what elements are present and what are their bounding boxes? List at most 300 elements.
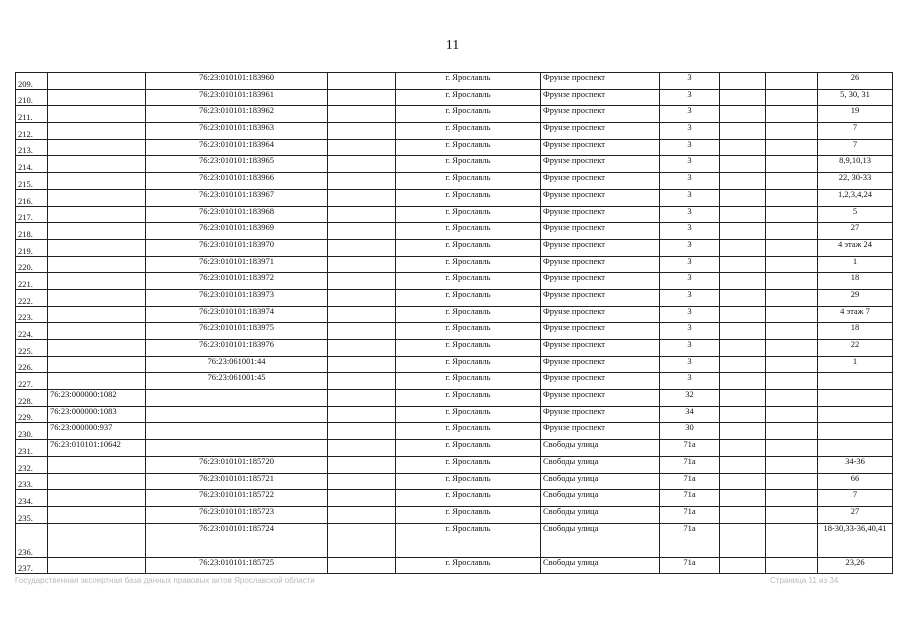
house-cell: 3 xyxy=(660,356,720,373)
house-cell: 3 xyxy=(660,289,720,306)
street-cell: Фрунзе проспект xyxy=(541,223,660,240)
parcel-number-cell xyxy=(48,273,146,290)
city-cell: г. Ярославль xyxy=(396,473,541,490)
row-number-cell: 218. xyxy=(16,223,48,240)
table-row xyxy=(16,423,893,440)
blank-cell xyxy=(720,473,766,490)
table-row xyxy=(16,189,893,206)
blank-cell xyxy=(766,273,818,290)
city-cell: г. Ярославль xyxy=(396,189,541,206)
house-cell: 3 xyxy=(660,173,720,190)
street-cell: Свободы улица xyxy=(541,523,660,557)
table-row xyxy=(16,323,893,340)
premises-cell: 7 xyxy=(818,139,893,156)
premises-cell: 1 xyxy=(818,356,893,373)
premises-cell: 4 этаж 24 xyxy=(818,239,893,256)
cadastral-number-cell: 76:23:010101:183970 xyxy=(146,239,328,256)
street-cell: Свободы улица xyxy=(541,456,660,473)
row-number-cell: 235. xyxy=(16,506,48,523)
house-cell: 3 xyxy=(660,206,720,223)
house-cell: 3 xyxy=(660,239,720,256)
blank-cell xyxy=(720,490,766,507)
cadastral-number-cell: 76:23:010101:185725 xyxy=(146,557,328,574)
city-cell: г. Ярославль xyxy=(396,89,541,106)
blank-cell xyxy=(766,123,818,140)
street-cell: Фрунзе проспект xyxy=(541,406,660,423)
row-number-cell: 221. xyxy=(16,273,48,290)
table-row xyxy=(16,506,893,523)
cadastral-number-cell: 76:23:010101:183960 xyxy=(146,73,328,90)
parcel-number-cell xyxy=(48,456,146,473)
blank-cell xyxy=(720,189,766,206)
premises-cell: 23,26 xyxy=(818,557,893,574)
table-row xyxy=(16,106,893,123)
blank-cell xyxy=(720,239,766,256)
objects-table xyxy=(15,72,893,574)
blank-cell xyxy=(720,273,766,290)
blank-cell xyxy=(766,73,818,90)
street-cell: Свободы улица xyxy=(541,557,660,574)
house-cell: 71а xyxy=(660,473,720,490)
blank-cell xyxy=(328,323,396,340)
premises-cell xyxy=(818,373,893,390)
street-cell: Фрунзе проспект xyxy=(541,89,660,106)
street-cell: Фрунзе проспект xyxy=(541,206,660,223)
blank-cell xyxy=(328,440,396,457)
house-cell: 3 xyxy=(660,156,720,173)
street-cell: Фрунзе проспект xyxy=(541,356,660,373)
blank-cell xyxy=(766,440,818,457)
cadastral-number-cell: 76:23:010101:185720 xyxy=(146,456,328,473)
blank-cell xyxy=(720,390,766,407)
row-number-cell: 231. xyxy=(16,440,48,457)
table-row xyxy=(16,306,893,323)
blank-cell xyxy=(328,89,396,106)
blank-cell xyxy=(720,206,766,223)
cadastral-number-cell: 76:23:010101:183964 xyxy=(146,139,328,156)
premises-cell: 29 xyxy=(818,289,893,306)
table-row xyxy=(16,557,893,574)
blank-cell xyxy=(328,340,396,357)
cadastral-number-cell: 76:23:010101:185722 xyxy=(146,490,328,507)
blank-cell xyxy=(328,139,396,156)
blank-cell xyxy=(720,557,766,574)
city-cell: г. Ярославль xyxy=(396,323,541,340)
blank-cell xyxy=(720,523,766,557)
table-row xyxy=(16,223,893,240)
blank-cell xyxy=(766,340,818,357)
street-cell: Свободы улица xyxy=(541,506,660,523)
row-number-cell: 229. xyxy=(16,406,48,423)
blank-cell xyxy=(766,106,818,123)
blank-cell xyxy=(766,189,818,206)
blank-cell xyxy=(328,423,396,440)
blank-cell xyxy=(328,273,396,290)
blank-cell xyxy=(720,89,766,106)
street-cell: Фрунзе проспект xyxy=(541,73,660,90)
premises-cell: 7 xyxy=(818,123,893,140)
blank-cell xyxy=(766,223,818,240)
city-cell: г. Ярославль xyxy=(396,73,541,90)
city-cell: г. Ярославль xyxy=(396,273,541,290)
table-row xyxy=(16,406,893,423)
blank-cell xyxy=(328,156,396,173)
parcel-number-cell xyxy=(48,356,146,373)
city-cell: г. Ярославль xyxy=(396,173,541,190)
cadastral-number-cell: 76:23:010101:183962 xyxy=(146,106,328,123)
row-number-cell: 225. xyxy=(16,340,48,357)
premises-cell: 18 xyxy=(818,273,893,290)
blank-cell xyxy=(766,323,818,340)
parcel-number-cell xyxy=(48,289,146,306)
blank-cell xyxy=(720,373,766,390)
cadastral-number-cell: 76:23:010101:183976 xyxy=(146,340,328,357)
table-row xyxy=(16,173,893,190)
blank-cell xyxy=(720,440,766,457)
parcel-number-cell xyxy=(48,256,146,273)
premises-cell: 18-30,33-36,40,41 xyxy=(818,523,893,557)
street-cell: Фрунзе проспект xyxy=(541,106,660,123)
table-row xyxy=(16,390,893,407)
city-cell: г. Ярославль xyxy=(396,256,541,273)
blank-cell xyxy=(328,356,396,373)
cadastral-number-cell: 76:23:010101:185724 xyxy=(146,523,328,557)
premises-cell xyxy=(818,390,893,407)
cadastral-number-cell xyxy=(146,390,328,407)
cadastral-number-cell: 76:23:010101:185723 xyxy=(146,506,328,523)
blank-cell xyxy=(766,256,818,273)
house-cell: 3 xyxy=(660,273,720,290)
cadastral-number-cell: 76:23:061001:44 xyxy=(146,356,328,373)
row-number-cell: 224. xyxy=(16,323,48,340)
blank-cell xyxy=(328,256,396,273)
city-cell: г. Ярославль xyxy=(396,223,541,240)
parcel-number-cell xyxy=(48,223,146,240)
street-cell: Фрунзе проспект xyxy=(541,156,660,173)
street-cell: Фрунзе проспект xyxy=(541,323,660,340)
city-cell: г. Ярославль xyxy=(396,356,541,373)
blank-cell xyxy=(720,506,766,523)
blank-cell xyxy=(328,490,396,507)
blank-cell xyxy=(328,189,396,206)
house-cell: 3 xyxy=(660,223,720,240)
parcel-number-cell xyxy=(48,506,146,523)
street-cell: Фрунзе проспект xyxy=(541,306,660,323)
house-cell: 71а xyxy=(660,456,720,473)
parcel-number-cell xyxy=(48,557,146,574)
blank-cell xyxy=(720,139,766,156)
blank-cell xyxy=(720,356,766,373)
house-cell: 32 xyxy=(660,390,720,407)
house-cell: 71а xyxy=(660,506,720,523)
city-cell: г. Ярославль xyxy=(396,523,541,557)
premises-cell: 26 xyxy=(818,73,893,90)
parcel-number-cell xyxy=(48,139,146,156)
parcel-number-cell xyxy=(48,123,146,140)
cadastral-number-cell: 76:23:010101:183971 xyxy=(146,256,328,273)
parcel-number-cell xyxy=(48,306,146,323)
blank-cell xyxy=(328,373,396,390)
parcel-number-cell: 76:23:000000:1082 xyxy=(48,390,146,407)
blank-cell xyxy=(328,390,396,407)
house-cell: 3 xyxy=(660,340,720,357)
blank-cell xyxy=(328,123,396,140)
parcel-number-cell xyxy=(48,490,146,507)
premises-cell: 1,2,3,4,24 xyxy=(818,189,893,206)
page-number: 11 xyxy=(445,38,460,53)
table-row xyxy=(16,239,893,256)
parcel-number-cell: 76:23:010101:10642 xyxy=(48,440,146,457)
row-number-cell: 212. xyxy=(16,123,48,140)
blank-cell xyxy=(328,557,396,574)
blank-cell xyxy=(328,73,396,90)
table-row xyxy=(16,473,893,490)
blank-cell xyxy=(766,523,818,557)
blank-cell xyxy=(720,306,766,323)
blank-cell xyxy=(328,289,396,306)
house-cell: 71а xyxy=(660,557,720,574)
row-number-cell: 236. xyxy=(16,523,48,557)
city-cell: г. Ярославль xyxy=(396,506,541,523)
table-row xyxy=(16,89,893,106)
blank-cell xyxy=(328,473,396,490)
street-cell: Фрунзе проспект xyxy=(541,273,660,290)
table-row xyxy=(16,440,893,457)
premises-cell xyxy=(818,406,893,423)
street-cell: Фрунзе проспект xyxy=(541,390,660,407)
street-cell: Фрунзе проспект xyxy=(541,373,660,390)
cadastral-number-cell xyxy=(146,440,328,457)
table-row xyxy=(16,206,893,223)
blank-cell xyxy=(720,340,766,357)
blank-cell xyxy=(766,390,818,407)
blank-cell xyxy=(328,406,396,423)
table-row xyxy=(16,456,893,473)
table-body xyxy=(16,73,893,574)
premises-cell: 27 xyxy=(818,506,893,523)
blank-cell xyxy=(720,106,766,123)
row-number-cell: 233. xyxy=(16,473,48,490)
row-number-cell: 209. xyxy=(16,73,48,90)
cadastral-number-cell xyxy=(146,423,328,440)
row-number-cell: 234. xyxy=(16,490,48,507)
street-cell: Свободы улица xyxy=(541,473,660,490)
row-number-cell: 232. xyxy=(16,456,48,473)
parcel-number-cell: 76:23:000000:1083 xyxy=(48,406,146,423)
blank-cell xyxy=(328,173,396,190)
table-row xyxy=(16,289,893,306)
house-cell: 3 xyxy=(660,256,720,273)
house-cell: 3 xyxy=(660,106,720,123)
city-cell: г. Ярославль xyxy=(396,206,541,223)
row-number-cell: 220. xyxy=(16,256,48,273)
parcel-number-cell xyxy=(48,173,146,190)
blank-cell xyxy=(328,106,396,123)
premises-cell: 22, 30-33 xyxy=(818,173,893,190)
cadastral-number-cell: 76:23:010101:183974 xyxy=(146,306,328,323)
city-cell: г. Ярославль xyxy=(396,406,541,423)
street-cell: Фрунзе проспект xyxy=(541,423,660,440)
parcel-number-cell xyxy=(48,89,146,106)
parcel-number-cell xyxy=(48,73,146,90)
house-cell: 30 xyxy=(660,423,720,440)
city-cell: г. Ярославль xyxy=(396,289,541,306)
blank-cell xyxy=(766,423,818,440)
street-cell: Фрунзе проспект xyxy=(541,139,660,156)
blank-cell xyxy=(766,456,818,473)
premises-cell: 22 xyxy=(818,340,893,357)
blank-cell xyxy=(720,156,766,173)
row-number-cell: 237. xyxy=(16,557,48,574)
premises-cell: 66 xyxy=(818,473,893,490)
table-row xyxy=(16,340,893,357)
table-row xyxy=(16,490,893,507)
row-number-cell: 226. xyxy=(16,356,48,373)
parcel-number-cell xyxy=(48,473,146,490)
street-cell: Фрунзе проспект xyxy=(541,189,660,206)
premises-cell: 5, 30, 31 xyxy=(818,89,893,106)
table-row xyxy=(16,139,893,156)
cadastral-number-cell: 76:23:010101:183966 xyxy=(146,173,328,190)
house-cell: 3 xyxy=(660,323,720,340)
blank-cell xyxy=(766,289,818,306)
row-number-cell: 219. xyxy=(16,239,48,256)
blank-cell xyxy=(328,223,396,240)
house-cell: 3 xyxy=(660,373,720,390)
house-cell: 71а xyxy=(660,440,720,457)
cadastral-number-cell: 76:23:010101:183965 xyxy=(146,156,328,173)
row-number-cell: 214. xyxy=(16,156,48,173)
house-cell: 3 xyxy=(660,139,720,156)
blank-cell xyxy=(720,423,766,440)
cadastral-number-cell: 76:23:010101:183968 xyxy=(146,206,328,223)
parcel-number-cell xyxy=(48,373,146,390)
blank-cell xyxy=(766,139,818,156)
parcel-number-cell xyxy=(48,156,146,173)
table-row xyxy=(16,73,893,90)
cadastral-number-cell: 76:23:010101:183961 xyxy=(146,89,328,106)
blank-cell xyxy=(766,156,818,173)
blank-cell xyxy=(720,323,766,340)
street-cell: Фрунзе проспект xyxy=(541,123,660,140)
row-number-cell: 223. xyxy=(16,306,48,323)
city-cell: г. Ярославль xyxy=(396,239,541,256)
cadastral-number-cell: 76:23:010101:183975 xyxy=(146,323,328,340)
blank-cell xyxy=(766,473,818,490)
blank-cell xyxy=(328,239,396,256)
premises-cell: 5 xyxy=(818,206,893,223)
blank-cell xyxy=(328,306,396,323)
cadastral-number-cell: 76:23:010101:183972 xyxy=(146,273,328,290)
blank-cell xyxy=(720,173,766,190)
cadastral-number-cell xyxy=(146,406,328,423)
city-cell: г. Ярославль xyxy=(396,423,541,440)
house-cell: 3 xyxy=(660,306,720,323)
city-cell: г. Ярославль xyxy=(396,456,541,473)
cadastral-number-cell: 76:23:010101:183967 xyxy=(146,189,328,206)
blank-cell xyxy=(328,506,396,523)
city-cell: г. Ярославль xyxy=(396,306,541,323)
blank-cell xyxy=(720,123,766,140)
city-cell: г. Ярославль xyxy=(396,390,541,407)
blank-cell xyxy=(720,456,766,473)
city-cell: г. Ярославль xyxy=(396,490,541,507)
blank-cell xyxy=(766,239,818,256)
blank-cell xyxy=(766,506,818,523)
row-number-cell: 230. xyxy=(16,423,48,440)
house-cell: 71а xyxy=(660,523,720,557)
parcel-number-cell xyxy=(48,239,146,256)
city-cell: г. Ярославль xyxy=(396,139,541,156)
street-cell: Фрунзе проспект xyxy=(541,256,660,273)
blank-cell xyxy=(328,523,396,557)
blank-cell xyxy=(328,456,396,473)
street-cell: Свободы улица xyxy=(541,490,660,507)
blank-cell xyxy=(720,289,766,306)
row-number-cell: 215. xyxy=(16,173,48,190)
cadastral-number-cell: 76:23:010101:185721 xyxy=(146,473,328,490)
premises-cell: 1 xyxy=(818,256,893,273)
blank-cell xyxy=(720,73,766,90)
blank-cell xyxy=(766,406,818,423)
house-cell: 71а xyxy=(660,490,720,507)
table-row xyxy=(16,273,893,290)
parcel-number-cell xyxy=(48,106,146,123)
city-cell: г. Ярославль xyxy=(396,106,541,123)
premises-cell: 7 xyxy=(818,490,893,507)
blank-cell xyxy=(766,373,818,390)
row-number-cell: 228. xyxy=(16,390,48,407)
house-cell: 3 xyxy=(660,73,720,90)
street-cell: Фрунзе проспект xyxy=(541,340,660,357)
premises-cell: 34-36 xyxy=(818,456,893,473)
cadastral-number-cell: 76:23:010101:183963 xyxy=(146,123,328,140)
row-number-cell: 227. xyxy=(16,373,48,390)
house-cell: 3 xyxy=(660,89,720,106)
footer-source: Государственная экспертная база данных правовых актов Ярославской области xyxy=(15,576,315,585)
blank-cell xyxy=(766,173,818,190)
parcel-number-cell xyxy=(48,323,146,340)
premises-cell xyxy=(818,440,893,457)
city-cell: г. Ярославль xyxy=(396,373,541,390)
city-cell: г. Ярославль xyxy=(396,156,541,173)
city-cell: г. Ярославль xyxy=(396,440,541,457)
city-cell: г. Ярославль xyxy=(396,557,541,574)
table-row xyxy=(16,123,893,140)
premises-cell: 4 этаж 7 xyxy=(818,306,893,323)
table-row xyxy=(16,256,893,273)
table-row xyxy=(16,156,893,173)
city-cell: г. Ярославль xyxy=(396,123,541,140)
parcel-number-cell xyxy=(48,189,146,206)
cadastral-number-cell: 76:23:061001:45 xyxy=(146,373,328,390)
premises-cell xyxy=(818,423,893,440)
blank-cell xyxy=(766,306,818,323)
premises-cell: 19 xyxy=(818,106,893,123)
premises-cell: 8,9,10,13 xyxy=(818,156,893,173)
house-cell: 3 xyxy=(660,123,720,140)
blank-cell xyxy=(720,223,766,240)
row-number-cell: 222. xyxy=(16,289,48,306)
row-number-cell: 210. xyxy=(16,89,48,106)
house-cell: 34 xyxy=(660,406,720,423)
row-number-cell: 216. xyxy=(16,189,48,206)
premises-cell: 18 xyxy=(818,323,893,340)
blank-cell xyxy=(328,206,396,223)
parcel-number-cell xyxy=(48,523,146,557)
blank-cell xyxy=(766,356,818,373)
row-number-cell: 211. xyxy=(16,106,48,123)
